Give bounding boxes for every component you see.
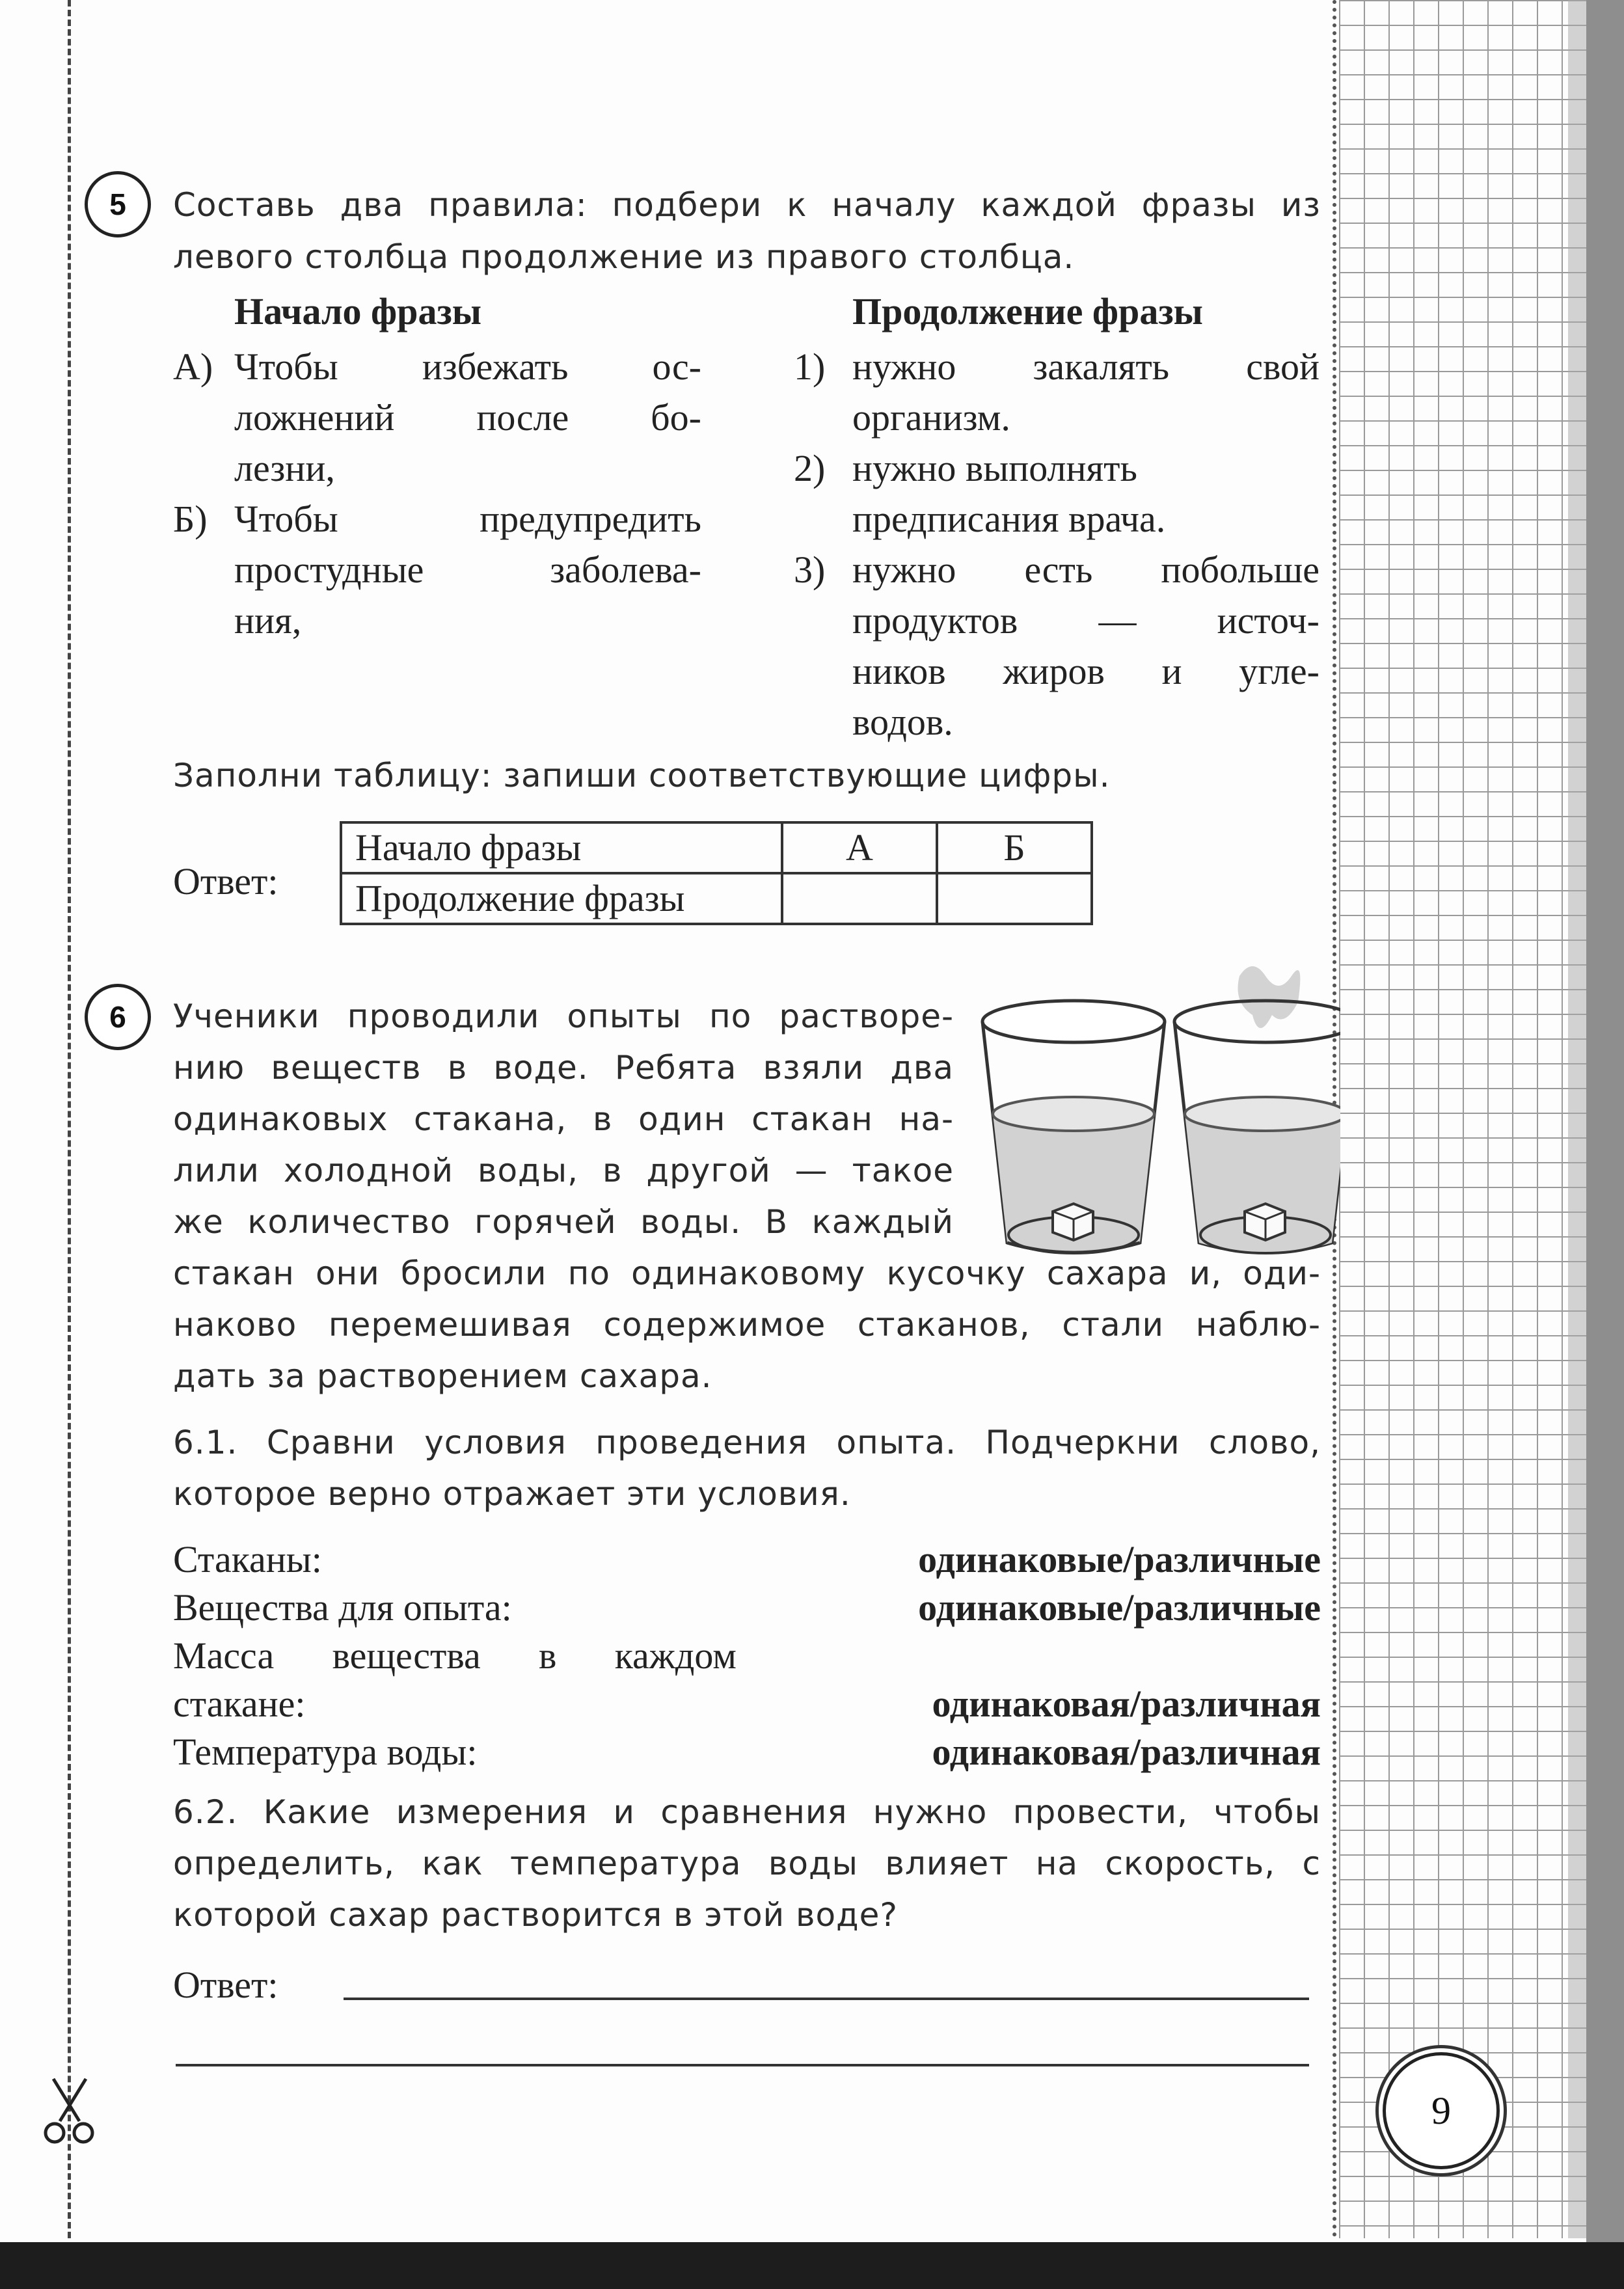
task6-line-6: стакан они бросили по одинаковому кусочку сахара и, оди- bbox=[173, 1254, 1321, 1292]
table-cell-b: Б bbox=[937, 822, 1092, 873]
task6-line-1: Ученики проводили опыты по растворе- bbox=[173, 997, 954, 1035]
continuation-3-line-2: продуктов — источ- bbox=[852, 599, 1320, 642]
q61-line-1: 6.1. Сравни условия проведения опыта. Подчеркни слово, bbox=[173, 1424, 1321, 1461]
task5-intro-line-2: левого столбца продолжение из правого столбца. bbox=[173, 238, 1075, 276]
continuation-1-line-2: организм. bbox=[852, 396, 1010, 439]
condition-label-mass-2: стакане: bbox=[173, 1683, 306, 1725]
task6-line-8: дать за растворением сахара. bbox=[173, 1357, 712, 1395]
marker-a: А) bbox=[173, 345, 213, 388]
task5-instruction: Заполни таблицу: запиши соответствующие цифры. bbox=[173, 757, 1111, 794]
condition-options-glasses[interactable]: одинаковые/различные bbox=[918, 1538, 1321, 1580]
task6-line-4: лили холодной воды, в другой — такое bbox=[173, 1152, 954, 1189]
task6-line-5: же количество горячей воды. В каждый bbox=[173, 1203, 954, 1241]
scissors-icon bbox=[40, 2076, 99, 2147]
marker-2: 2) bbox=[794, 447, 826, 489]
answer-line-2[interactable] bbox=[176, 2064, 1309, 2066]
continuation-2-line-1: нужно выполнять bbox=[852, 447, 1137, 489]
continuation-3-line-1: нужно есть побольше bbox=[852, 549, 1320, 591]
left-column-header: Начало фразы bbox=[234, 290, 482, 332]
continuation-3-line-4: водов. bbox=[852, 701, 953, 743]
task6-line-3: одинаковых стакана, в один стакан на- bbox=[173, 1100, 954, 1138]
condition-options-substances[interactable]: одинаковые/различные bbox=[918, 1586, 1321, 1629]
glasses-illustration bbox=[976, 963, 1340, 1262]
task6-line-7: наково перемешивая содержимое стаканов, стали наблю- bbox=[173, 1306, 1321, 1344]
task6-line-2: нию веществ в воде. Ребята взяли два bbox=[173, 1049, 954, 1087]
q61-line-2: которое верно отражает эти условия. bbox=[173, 1475, 851, 1513]
cut-line bbox=[68, 0, 71, 2238]
task6-answer-label: Ответ: bbox=[173, 1964, 278, 2006]
scan-bottom-border bbox=[0, 2242, 1624, 2289]
marker-1: 1) bbox=[794, 345, 826, 388]
table-cell-a: А bbox=[782, 822, 937, 873]
steam bbox=[1238, 966, 1301, 1028]
table-cell-header: Продолжение фразы bbox=[341, 873, 782, 924]
task5-answer-label: Ответ: bbox=[173, 860, 278, 902]
continuation-2-line-2: предписания врача. bbox=[852, 498, 1166, 540]
continuation-3-line-3: ников жиров и угле- bbox=[852, 650, 1320, 692]
page-shadow bbox=[1568, 0, 1586, 2238]
condition-label-temperature: Температура воды: bbox=[173, 1731, 478, 1773]
condition-label-substances: Вещества для опыта: bbox=[173, 1586, 512, 1629]
q62-line-1: 6.2. Какие измерения и сравнения нужно провести, чтобы bbox=[173, 1793, 1321, 1831]
table-row bbox=[341, 822, 1092, 873]
phrase-b-line-2: простудные заболева- bbox=[234, 549, 701, 591]
condition-options-temperature[interactable]: одинаковая/различная bbox=[932, 1731, 1321, 1773]
q62-line-3: которой сахар растворится в этой воде? bbox=[173, 1896, 898, 1934]
task5-intro-line-1: Составь два правила: подбери к началу каждой фразы из bbox=[173, 186, 1321, 224]
phrase-a-line-1: Чтобы избежать ос- bbox=[234, 345, 701, 388]
right-column-header: Продолжение фразы bbox=[852, 290, 1203, 332]
page-edge bbox=[1586, 0, 1624, 2289]
answer-cell-a[interactable] bbox=[782, 873, 937, 924]
condition-label-mass: Масса вещества в каждом bbox=[173, 1634, 737, 1677]
cold-water-glass bbox=[982, 1001, 1165, 1253]
phrase-a-line-2: ложнений после бо- bbox=[234, 396, 701, 439]
task-number-5: 5 bbox=[85, 171, 151, 237]
graph-paper-margin bbox=[1339, 0, 1586, 2238]
q62-line-2: определить, как температура воды влияет на скорость, с bbox=[173, 1845, 1321, 1882]
answer-cell-b[interactable] bbox=[937, 873, 1092, 924]
condition-label-glasses: Стаканы: bbox=[173, 1538, 322, 1580]
phrase-a-line-3: лезни, bbox=[234, 447, 335, 489]
task-number-6: 6 bbox=[85, 984, 151, 1050]
marker-3: 3) bbox=[794, 549, 826, 591]
phrase-b-line-1: Чтобы предупредить bbox=[234, 498, 701, 540]
phrase-b-line-3: ния, bbox=[234, 599, 302, 642]
table-row bbox=[341, 873, 1092, 924]
answer-line-1[interactable] bbox=[344, 1998, 1309, 2000]
table-cell-header: Начало фразы bbox=[341, 822, 782, 873]
marker-b: Б) bbox=[173, 498, 208, 540]
answer-table bbox=[340, 821, 1093, 925]
condition-options-mass[interactable]: одинаковая/различная bbox=[932, 1683, 1321, 1725]
hot-water-glass bbox=[1174, 966, 1340, 1253]
continuation-1-line-1: нужно закалять свой bbox=[852, 345, 1320, 388]
page-number: 9 bbox=[1383, 2052, 1500, 2169]
